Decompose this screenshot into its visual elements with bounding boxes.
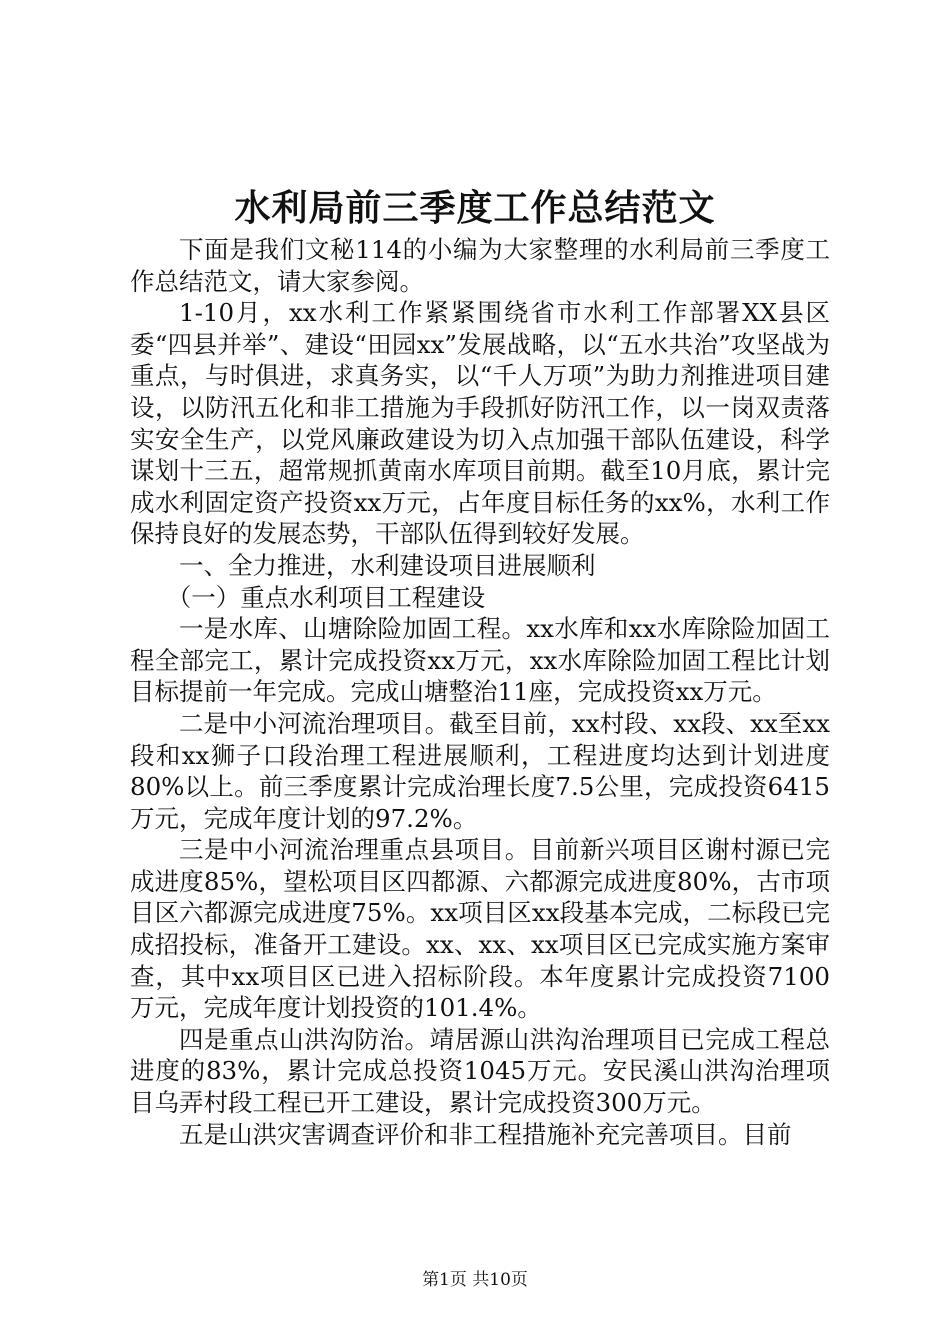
subsection-heading: （一）重点水利项目工程建设 [166,582,486,612]
document-body [130,234,830,1150]
body-paragraph-key-county: 三是中小河流治理重点县项目。目前新兴项目区谢村源已完成进度85%，望松项目区四都源、六都源完成进度80%，古市项目区六都源完成进度75%。xx项目区xx段基本完成，二标段已完成招投标，准备开工建设。xx、xx、xx项目区已完成实施方案审查，其中xx项目区已进入招标阶段。本年度累计完成投资7100万元，完成年度计划投资的101.4%。 [130,835,830,1023]
summary-paragraph: 1-10月，xx水利工作紧紧围绕省市水利工作部署XX县区委“四县并举”、建设“田园xx”发展战略，以“五水共治”攻坚战为重点，与时俱进，求真务实，以“千人万项”为助力剂推进项目建设，以防汛五化和非工措施为手段抓好防汛工作，以一岗双责落实安全生产，以党风廉政建设为切入点加强干部队伍建设，科学谋划十三五，超常规抓黄南水库项目前期。截至10月底，累计完成水利固定资产投资xx万元，占年度目标任务的xx%，水利工作保持良好的发展态势，干部队伍得到较好发展。 [130,298,830,549]
body-paragraph-flash-flood: 四是重点山洪沟防治。靖居源山洪沟治理项目已完成工程总进度的83%，累计完成总投资1045万元。安民溪山洪沟治理项目乌弄村段工程已开工建设，累计完成投资300万元。 [130,1024,830,1118]
intro-paragraph: 下面是我们文秘114的小编为大家整理的水利局前三季度工作总结范文，请大家参阅。 [130,235,830,296]
body-paragraph-reservoir: 一是水库、山塘除险加固工程。xx水库和xx水库除险加固工程全部完工，累计完成投资xx万元，xx水库除险加固工程比计划目标提前一年完成。完成山塘整治11座，完成投资xx万元。 [130,614,830,707]
body-paragraph-river: 二是中小河流治理项目。截至目前，xx村段、xx段、xx至xx段和xx狮子口段治理工程进展顺利，工程进度均达到计划进度80%以上。前三季度累计完成治理长度7.5公里，完成投资6415万元，完成年度计划的97.2%。 [130,708,830,833]
page-footer: 第1页 共10页 [422,1270,528,1290]
body-paragraph-survey: 五是山洪灾害调查评价和非工程措施补充完善项目。目前 [179,1119,792,1149]
document-title: 水利局前三季度工作总结范文 [234,187,716,229]
section-heading: 一、全力推进，水利建设项目进展顺利 [179,550,596,580]
